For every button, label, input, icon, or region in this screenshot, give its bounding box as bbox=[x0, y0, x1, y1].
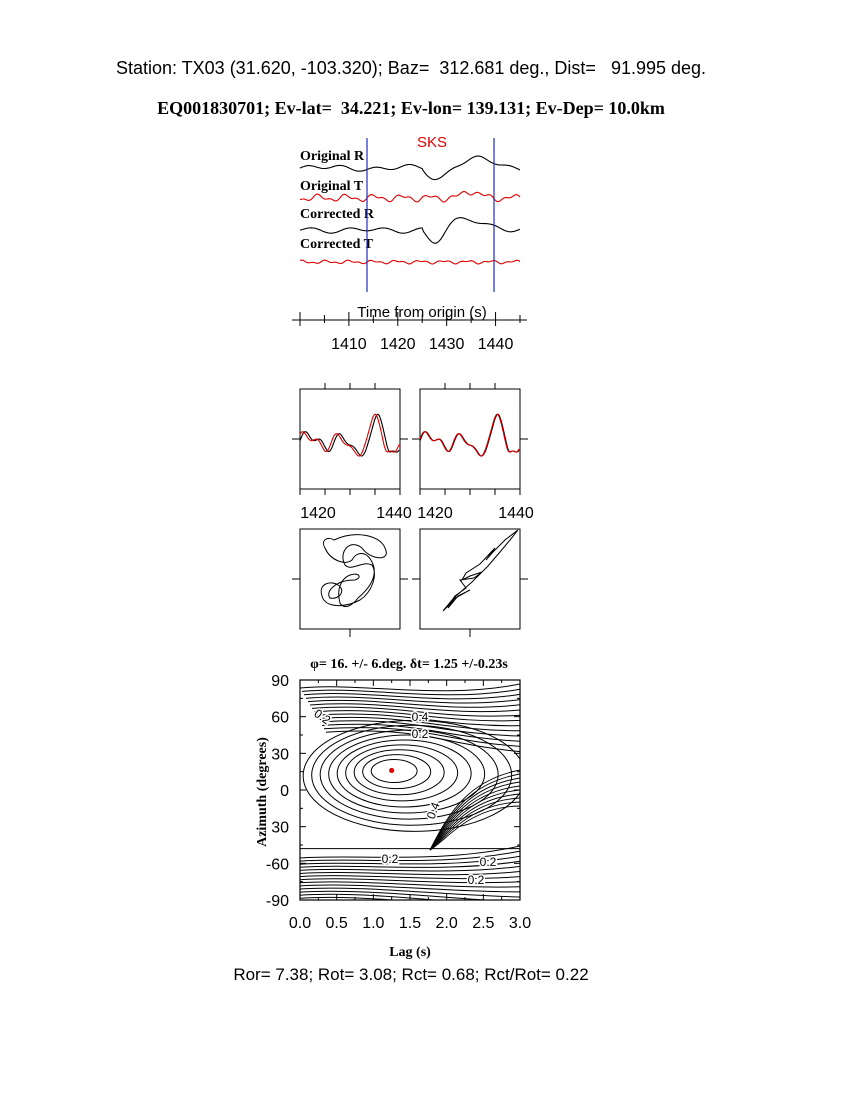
trace-label: Corrected T bbox=[300, 237, 373, 252]
azimuth-tick-label: -90 bbox=[265, 893, 289, 910]
lag-axis-label: Lag (s) bbox=[389, 945, 431, 960]
comparison-tick-label: 1440 bbox=[376, 505, 412, 522]
time-tick-label: 1420 bbox=[379, 336, 416, 353]
contour-value-label: 0.2 bbox=[311, 706, 334, 728]
azimuth-tick-label: 0 bbox=[280, 783, 289, 800]
trace-label: Original R bbox=[300, 149, 365, 164]
left-particle-box bbox=[300, 529, 400, 629]
contour-value-label: 0.2 bbox=[479, 855, 497, 869]
station-line: Station: TX03 (31.620, -103.320); Baz= 312.681 deg., Dist= 91.995 deg. bbox=[115, 58, 707, 78]
particle-motion-before bbox=[321, 535, 386, 607]
comparison-tick-label: 1420 bbox=[300, 505, 336, 522]
contour-value-label: 0.2 bbox=[381, 852, 399, 866]
time-tick-label: 1430 bbox=[428, 336, 465, 353]
ratio-summary: Ror= 7.38; Rot= 3.08; Rct= 0.68; Rct/Rot= 0.22 bbox=[233, 965, 589, 984]
grid-search-panel bbox=[255, 657, 531, 960]
lag-tick-label: 2.0 bbox=[435, 915, 458, 932]
grid-search-title: φ= 16. +/- 6.deg. δt= 1.25 +/-0.23s bbox=[310, 657, 508, 672]
comparison-tick-label: 1420 bbox=[417, 505, 453, 522]
event-line: EQ001830701; Ev-lat= 34.221; Ev-lon= 139.131; Ev-Dep= 10.0km bbox=[157, 98, 665, 118]
misfit-contour bbox=[430, 790, 520, 850]
misfit-contour bbox=[430, 774, 520, 850]
time-axis-label: Time from origin (s) bbox=[357, 304, 487, 321]
contour-value-label: 0.4 bbox=[411, 710, 429, 724]
particle-motion-after bbox=[443, 530, 518, 611]
best-fit-marker bbox=[389, 768, 394, 773]
lag-tick-label: 1.5 bbox=[398, 915, 422, 932]
azimuth-tick-label: 30 bbox=[271, 746, 289, 764]
comparison-tick-label: 1440 bbox=[498, 505, 534, 522]
azimuth-tick-label: 90 bbox=[271, 673, 289, 690]
misfit-contour bbox=[430, 798, 520, 850]
lag-tick-label: 3.0 bbox=[508, 915, 532, 932]
azimuth-tick-label: 60 bbox=[271, 709, 289, 727]
trace-line bbox=[300, 260, 520, 264]
time-tick-label: 1410 bbox=[331, 336, 367, 353]
azimuth-axis-label: Azimuth (degrees) bbox=[255, 737, 270, 847]
comparison-trace bbox=[300, 414, 399, 456]
trace-label: Corrected R bbox=[300, 207, 374, 222]
azimuth-tick-label: -60 bbox=[265, 856, 289, 874]
phase-label: SKS bbox=[416, 134, 448, 151]
contour-value-label: 0.2 bbox=[411, 727, 429, 741]
time-tick-label: 1440 bbox=[477, 336, 514, 353]
lag-tick-label: 1.0 bbox=[362, 915, 385, 932]
contour-value-label: 0.4 bbox=[423, 800, 443, 821]
comparison-trace bbox=[420, 414, 519, 456]
misfit-contour bbox=[304, 694, 520, 699]
misfit-contour bbox=[300, 876, 520, 879]
seismogram-panel bbox=[292, 134, 527, 353]
misfit-contour bbox=[300, 872, 520, 875]
waveform-comparison-panels bbox=[292, 383, 534, 522]
trace-label: Original T bbox=[300, 179, 364, 194]
lag-tick-label: 0.5 bbox=[325, 915, 348, 932]
contour-value-label: 0.2 bbox=[467, 873, 485, 887]
azimuth-tick-label: 30 bbox=[271, 819, 289, 837]
particle-motion-panels bbox=[292, 529, 528, 637]
lag-tick-label: 0.0 bbox=[288, 915, 312, 932]
lag-tick-label: 2.5 bbox=[472, 915, 495, 932]
